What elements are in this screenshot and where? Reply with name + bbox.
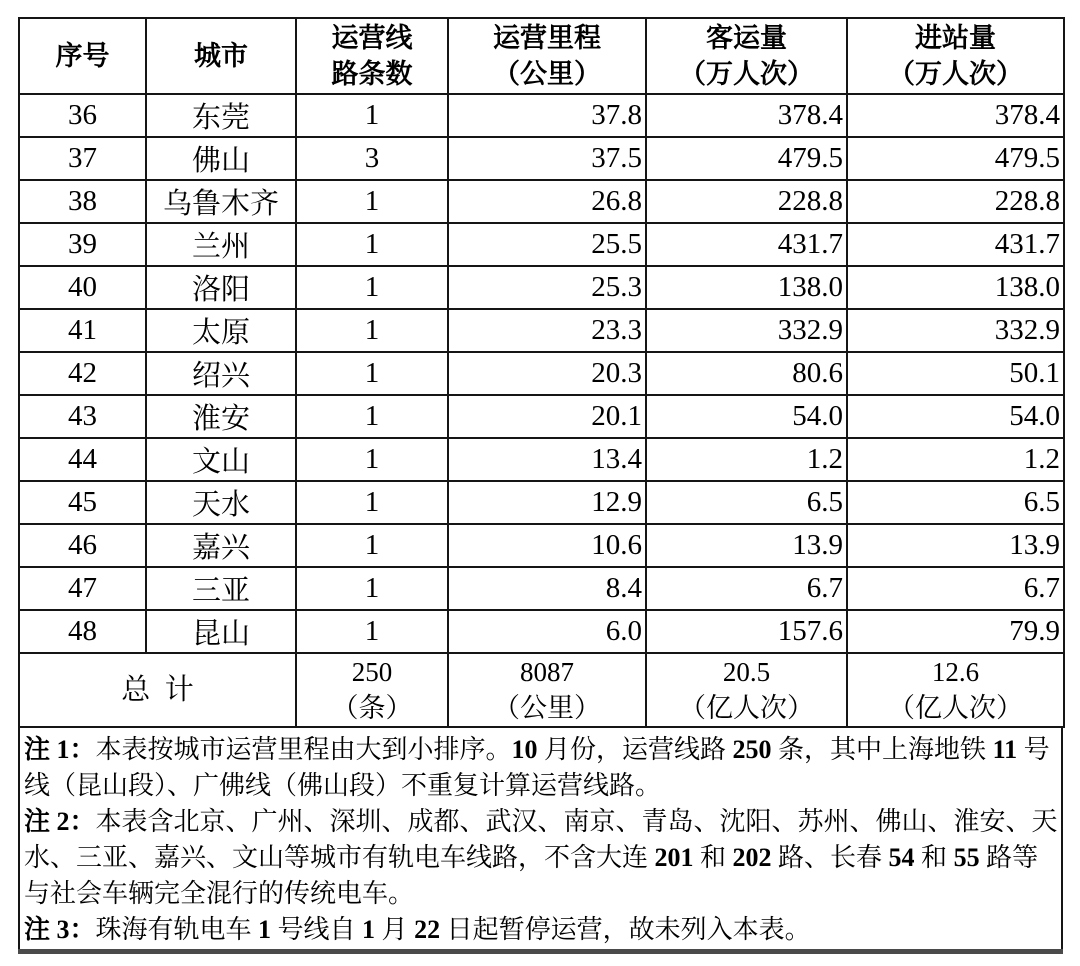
- cell-serial: 47: [19, 567, 146, 610]
- cell-entries: 332.9: [847, 309, 1064, 352]
- cell-passenger-volume: 6.7: [646, 567, 847, 610]
- cell-serial: 39: [19, 223, 146, 266]
- table-row: [19, 180, 1064, 223]
- table-row: [19, 438, 1064, 481]
- transit-statistics-table: [18, 17, 1065, 728]
- cell-serial: 43: [19, 395, 146, 438]
- cell-mileage: 12.9: [448, 481, 646, 524]
- cell-passenger-volume: 138.0: [646, 266, 847, 309]
- header-cell: 客运量 （万人次）: [646, 18, 847, 94]
- cell-passenger-volume: 80.6: [646, 352, 847, 395]
- note-line: [24, 840, 1059, 876]
- table-row: [19, 309, 1064, 352]
- cell-mileage: 10.6: [448, 524, 646, 567]
- note-bold-text: 250: [732, 735, 772, 764]
- cell-mileage: 20.3: [448, 352, 646, 395]
- table-row: [19, 567, 1064, 610]
- table-total: [19, 653, 1064, 727]
- cell-serial: 36: [19, 94, 146, 137]
- bottom-edge-divider: [18, 949, 1063, 954]
- cell-city: 兰州: [146, 223, 296, 266]
- cell-passenger-volume: 479.5: [646, 137, 847, 180]
- cell-mileage: 23.3: [448, 309, 646, 352]
- cell-entries: 50.1: [847, 352, 1064, 395]
- table-row: [19, 266, 1064, 309]
- cell-passenger-volume: 1.2: [646, 438, 847, 481]
- cell-city: 嘉兴: [146, 524, 296, 567]
- table-row: [19, 524, 1064, 567]
- table-row: [19, 395, 1064, 438]
- header-cell: 序号: [19, 18, 146, 94]
- cell-city: 东莞: [146, 94, 296, 137]
- cell-serial: 41: [19, 309, 146, 352]
- note-line: [24, 768, 1059, 804]
- table-body: [19, 94, 1064, 653]
- note-text: 条，其中上海地铁: [771, 735, 993, 764]
- cell-city: 绍兴: [146, 352, 296, 395]
- total-label: 总 计: [19, 653, 296, 727]
- header-cell: 进站量 （万人次）: [847, 18, 1064, 94]
- note-text: 月份，运营线路: [537, 735, 733, 764]
- cell-city: 洛阳: [146, 266, 296, 309]
- note-line: [24, 912, 1059, 948]
- cell-passenger-volume: 13.9: [646, 524, 847, 567]
- cell-passenger-volume: 332.9: [646, 309, 847, 352]
- cell-line-count: 1: [296, 223, 448, 266]
- header-row: [19, 18, 1064, 94]
- note-text: 线（昆山段）、广佛线（佛山段）不重复计算运营线路。: [24, 771, 662, 800]
- cell-city: 佛山: [146, 137, 296, 180]
- note-bold-text: 10: [511, 735, 538, 764]
- note-text: 路等: [979, 843, 1039, 872]
- cell-mileage: 13.4: [448, 438, 646, 481]
- cell-passenger-volume: 228.8: [646, 180, 847, 223]
- note-text: 路、长春: [771, 843, 889, 872]
- note-text: 水、三亚、嘉兴、文山等城市有轨电车线路，不含大连: [24, 843, 655, 872]
- cell-serial: 46: [19, 524, 146, 567]
- note-bold-text: 1: [258, 915, 272, 944]
- table-row: [19, 481, 1064, 524]
- cell-entries: 6.7: [847, 567, 1064, 610]
- note-text: 和: [693, 843, 733, 872]
- cell-serial: 44: [19, 438, 146, 481]
- note-bold-text: 202: [732, 843, 772, 872]
- cell-passenger-volume: 157.6: [646, 610, 847, 653]
- cell-serial: 40: [19, 266, 146, 309]
- cell-mileage: 37.8: [448, 94, 646, 137]
- note-line: [24, 732, 1059, 768]
- cell-line-count: 1: [296, 266, 448, 309]
- cell-mileage: 25.5: [448, 223, 646, 266]
- table-row: [19, 137, 1064, 180]
- cell-serial: 38: [19, 180, 146, 223]
- note-bold-text: 注 3：: [24, 915, 96, 944]
- cell-passenger-volume: 6.5: [646, 481, 847, 524]
- cell-entries: 138.0: [847, 266, 1064, 309]
- cell-line-count: 3: [296, 137, 448, 180]
- cell-city: 淮安: [146, 395, 296, 438]
- cell-line-count: 1: [296, 610, 448, 653]
- cell-entries: 54.0: [847, 395, 1064, 438]
- note-text: 珠海有轨电车: [95, 915, 259, 944]
- note-text: 号线自: [271, 915, 363, 944]
- cell-line-count: 1: [296, 481, 448, 524]
- cell-mileage: 26.8: [448, 180, 646, 223]
- notes-section: [18, 728, 1063, 949]
- note-text: 月: [375, 915, 415, 944]
- cell-line-count: 1: [296, 524, 448, 567]
- cell-serial: 45: [19, 481, 146, 524]
- cell-entries: 13.9: [847, 524, 1064, 567]
- note-bold-text: 54: [888, 843, 915, 872]
- header-cell: 城市: [146, 18, 296, 94]
- note-bold-text: 注 1：: [24, 735, 96, 764]
- note-bold-text: 22: [414, 915, 441, 944]
- cell-entries: 378.4: [847, 94, 1064, 137]
- cell-entries: 79.9: [847, 610, 1064, 653]
- cell-city: 三亚: [146, 567, 296, 610]
- cell-line-count: 1: [296, 567, 448, 610]
- cell-serial: 48: [19, 610, 146, 653]
- table-row: [19, 223, 1064, 266]
- cell-city: 文山: [146, 438, 296, 481]
- cell-city: 昆山: [146, 610, 296, 653]
- note-text: 号: [1017, 735, 1050, 764]
- cell-entries: 228.8: [847, 180, 1064, 223]
- report-sheet: [18, 17, 1063, 954]
- cell-mileage: 25.3: [448, 266, 646, 309]
- note-text: 和: [914, 843, 954, 872]
- note-text: 日起暂停运营，故未列入本表。: [440, 915, 811, 944]
- cell-entries: 6.5: [847, 481, 1064, 524]
- cell-mileage: 20.1: [448, 395, 646, 438]
- note-bold-text: 11: [992, 735, 1018, 764]
- table-row: [19, 610, 1064, 653]
- cell-line-count: 1: [296, 352, 448, 395]
- cell-mileage: 6.0: [448, 610, 646, 653]
- cell-city: 太原: [146, 309, 296, 352]
- cell-mileage: 8.4: [448, 567, 646, 610]
- table-row: [19, 352, 1064, 395]
- cell-line-count: 1: [296, 438, 448, 481]
- cell-line-count: 1: [296, 94, 448, 137]
- header-cell: 运营里程 （公里）: [448, 18, 646, 94]
- cell-city: 乌鲁木齐: [146, 180, 296, 223]
- table-row: [19, 94, 1064, 137]
- total-row: [19, 653, 1064, 727]
- cell-serial: 37: [19, 137, 146, 180]
- header-cell: 运营线 路条数: [296, 18, 448, 94]
- total-cell: 20.5 （亿人次）: [646, 653, 847, 727]
- cell-entries: 479.5: [847, 137, 1064, 180]
- cell-city: 天水: [146, 481, 296, 524]
- note-bold-text: 201: [654, 843, 694, 872]
- cell-passenger-volume: 54.0: [646, 395, 847, 438]
- cell-line-count: 1: [296, 309, 448, 352]
- note-bold-text: 55: [953, 843, 980, 872]
- note-bold-text: 1: [362, 915, 376, 944]
- cell-entries: 1.2: [847, 438, 1064, 481]
- note-text: 本表按城市运营里程由大到小排序。: [95, 735, 512, 764]
- cell-entries: 431.7: [847, 223, 1064, 266]
- total-cell: 8087 （公里）: [448, 653, 646, 727]
- table-header: [19, 18, 1064, 94]
- note-text: 本表含北京、广州、深圳、成都、武汉、南京、青岛、沈阳、苏州、佛山、淮安、天: [95, 807, 1058, 836]
- note-line: [24, 876, 1059, 912]
- note-bold-text: 注 2：: [24, 807, 96, 836]
- cell-passenger-volume: 431.7: [646, 223, 847, 266]
- cell-passenger-volume: 378.4: [646, 94, 847, 137]
- note-line: [24, 804, 1059, 840]
- cell-mileage: 37.5: [448, 137, 646, 180]
- cell-line-count: 1: [296, 180, 448, 223]
- total-cell: 12.6 （亿人次）: [847, 653, 1064, 727]
- cell-serial: 42: [19, 352, 146, 395]
- cell-line-count: 1: [296, 395, 448, 438]
- note-text: 与社会车辆完全混行的传统电车。: [24, 879, 415, 908]
- total-cell: 250 （条）: [296, 653, 448, 727]
